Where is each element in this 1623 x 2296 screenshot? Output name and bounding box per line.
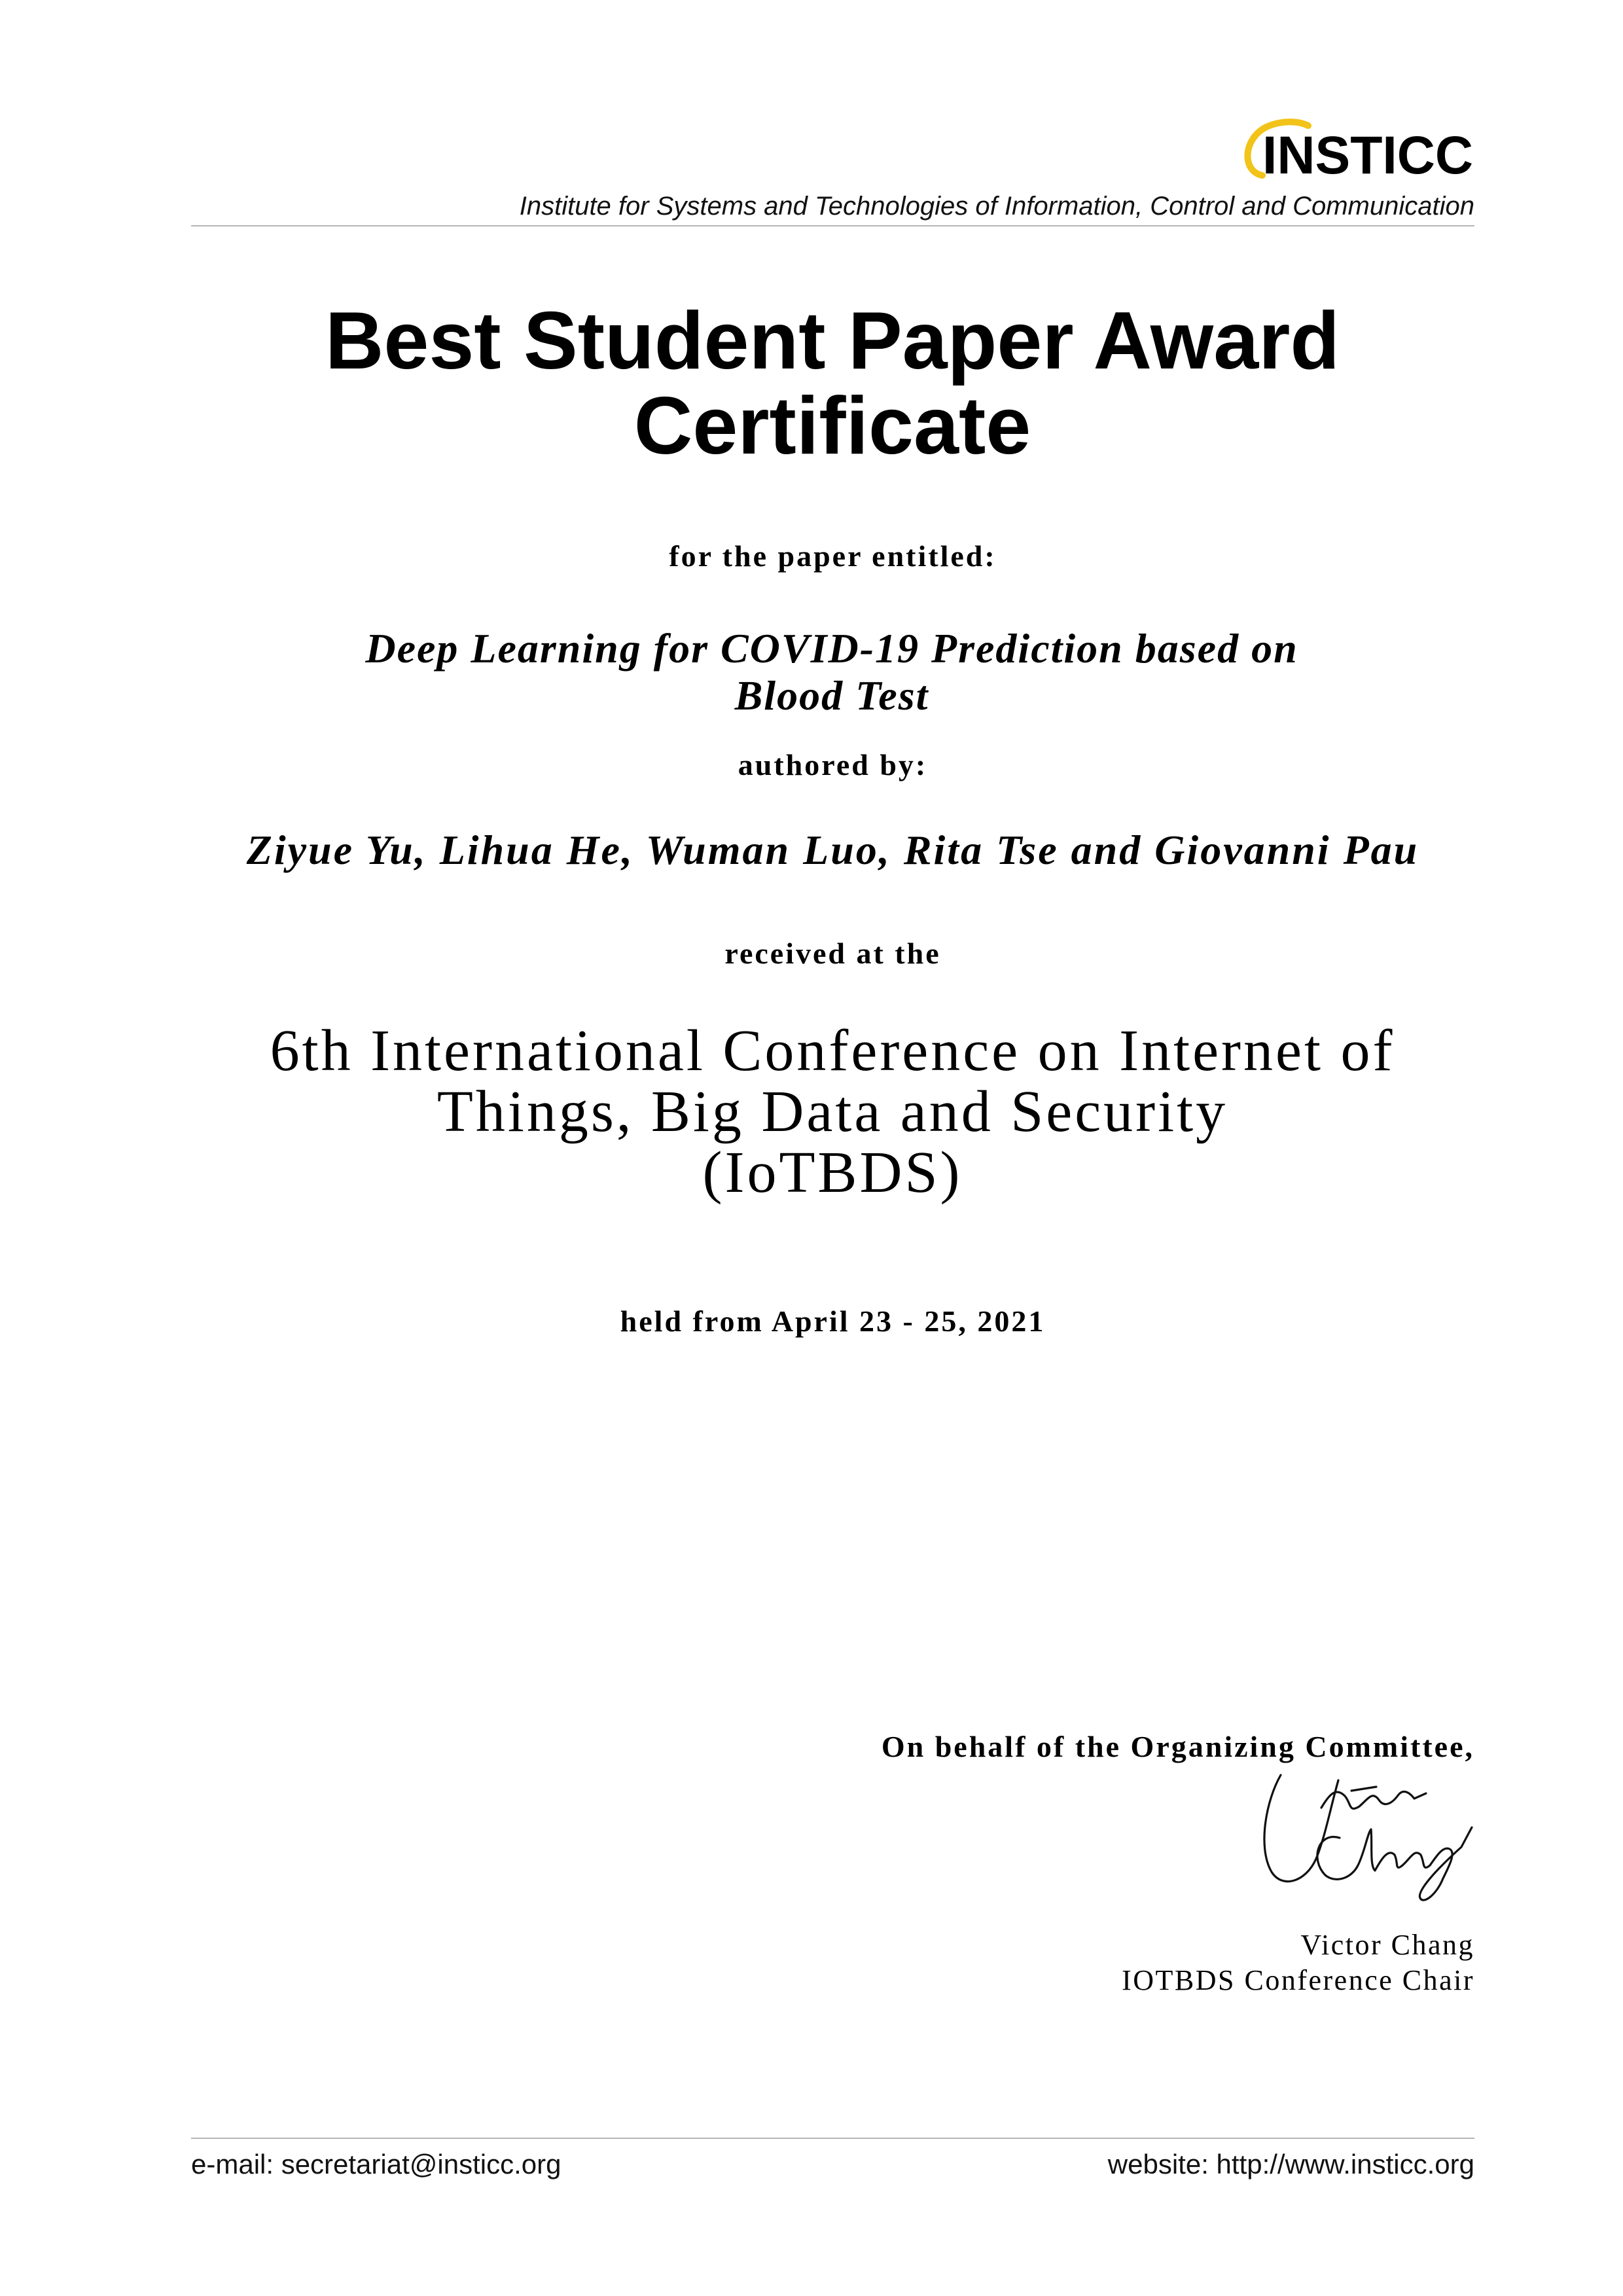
conference-name: 6th International Conference on Internet of Things, Big Data and Security xyxy=(270,1018,1395,1144)
conference-block xyxy=(243,1020,1421,1203)
logo-wordmark: INSTICC xyxy=(1262,126,1473,179)
signature-stroke xyxy=(1321,1791,1426,1808)
conference-acronym: (IoTBDS) xyxy=(702,1140,963,1205)
signature-stroke xyxy=(1317,1827,1472,1900)
institute-name: Institute for Systems and Technologies of Information, Control and Communication xyxy=(519,192,1474,221)
signature-stroke xyxy=(1351,1787,1376,1791)
authors-list: Ziyue Yu, Lihua He, Wuman Luo, Rita Tse and Giovanni Pau xyxy=(246,827,1419,873)
behalf-line: On behalf of the Organizing Committee, xyxy=(881,1730,1474,1763)
signature xyxy=(1253,1767,1476,1908)
footer-website: website: http://www.insticc.org xyxy=(1107,2149,1474,2179)
footer-rule xyxy=(191,2138,1474,2139)
header-rule xyxy=(191,225,1474,226)
authors-intro: authored by: xyxy=(738,748,928,781)
chair-role: IOTBDS Conference Chair xyxy=(1122,1964,1474,1996)
signature-stroke xyxy=(1264,1775,1338,1882)
chair-name: Victor Chang xyxy=(1300,1929,1474,1961)
insticc-logo xyxy=(1240,117,1476,179)
conference-intro: received at the xyxy=(724,937,941,970)
certificate-title: Best Student Paper Award Certificate xyxy=(325,296,1340,471)
conference-dates: held from April 23 - 25, 2021 xyxy=(620,1304,1046,1338)
footer-email: e-mail: secretariat@insticc.org xyxy=(191,2149,562,2179)
paper-title: Deep Learning for COVID-19 Prediction based on Blood Test xyxy=(365,625,1298,719)
paper-intro: for the paper entitled: xyxy=(669,539,997,573)
